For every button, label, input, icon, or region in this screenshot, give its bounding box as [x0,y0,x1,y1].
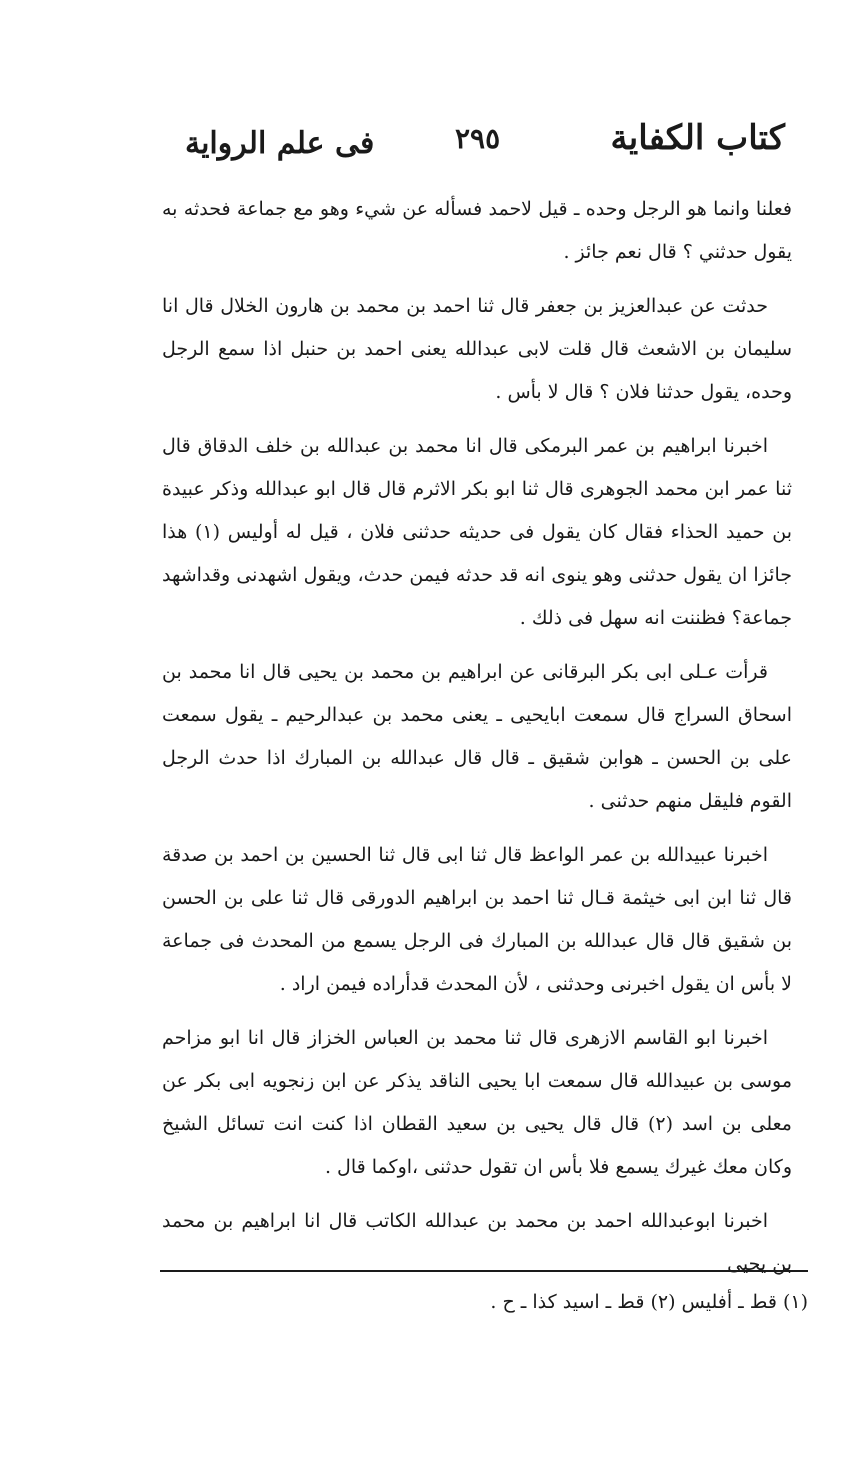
footnote-divider [160,1270,808,1272]
book-title: كتاب الكفاية [610,118,785,158]
footnote: (١) قط ـ أفليس (٢) قط ـ اسيد كذا ـ ح . [490,1291,808,1313]
paragraph: اخبرنا ابوعبدالله احمد بن محمد بن عبدالله الكاتب قال انا ابراهيم بن محمد بن يحيى [162,1210,792,1275]
paragraph: اخبرنا ابراهيم بن عمر البرمكى قال انا محمد بن عبدالله بن خلف الدقاق قال ثنا عمر ابن محمد الجوهرى قال ثنا ابو بكر الاثرم قال قال ابو عبدالله وذكر عبيدة بن حميد الحذاء فقال كان يقول فى حديثه حدثنى فلان ، قيل له أوليس (١) هذا جائزا ان يقول حدثنى وهو ينوى انه قد حدثه فيمن حدث، ويقول اشهدنى وقداشهد جماعة؟ فظننت انه سهل فى ذلك . [162,435,792,629]
paragraph: اخبرنا عبيدالله بن عمر الواعظ قال ثنا ابى قال ثنا الحسين بن احمد بن صدقة قال ثنا ابن ابى خيثمة قـال ثنا احمد بن ابراهيم الدورقى قال ثنا على بن الحسن بن شقيق قال قال عبدالله بن المبارك فى الرجل يسمع من المحدث فى جماعة لا بأس ان يقول اخبرنى وحدثنى ، لأن المحدث قدأراده فيمن اراد . [162,844,792,995]
page-subtitle: فى علم الرواية [185,126,375,161]
page-header [185,118,785,174]
paragraph: اخبرنا ابو القاسم الازهرى قال ثنا محمد بن العباس الخزاز قال انا ابو مزاحم موسى بن عبيدالله قال سمعت ابا يحيى الناقد يذكر عن ابن زنجويه ابى بكر عن معلى بن اسد (٢) قال قال يحيى بن سعيد القطان اذا كنت انت تسائل الشيخ وكان معك غيرك يسمع فلا بأس ان تقول حدثنى ،اوكما قال . [162,1027,792,1178]
paragraph: فعلنا وانما هو الرجل وحده ـ قيل لاحمد فسأله عن شيء وهو مع جماعة فحدثه به يقول حدثني ؟ قال نعم جائز . [162,198,792,263]
page-number: ٢٩٥ [455,122,501,155]
page-body [162,188,792,1297]
paragraph: قرأت عـلى ابى بكر البرقانى عن ابراهيم بن محمد بن يحيى قال انا محمد بن اسحاق السراج قال سمعت ابايحيى ـ يعنى محمد بن عبدالرحيم ـ يقول سمعت على بن الحسن ـ هوابن شقيق ـ قال قال عبدالله بن المبارك اذا حدث الرجل القوم فليقل منهم حدثنى . [162,661,792,812]
paragraph: حدثت عن عبدالعزيز بن جعفر قال ثنا احمد بن محمد بن هارون الخلال قال انا سليمان بن الاشعث قال قلت لابى عبدالله يعنى احمد بن حنبل اذا سمع الرجل وحده، يقول حدثنا فلان ؟ قال لا بأس . [162,295,792,403]
